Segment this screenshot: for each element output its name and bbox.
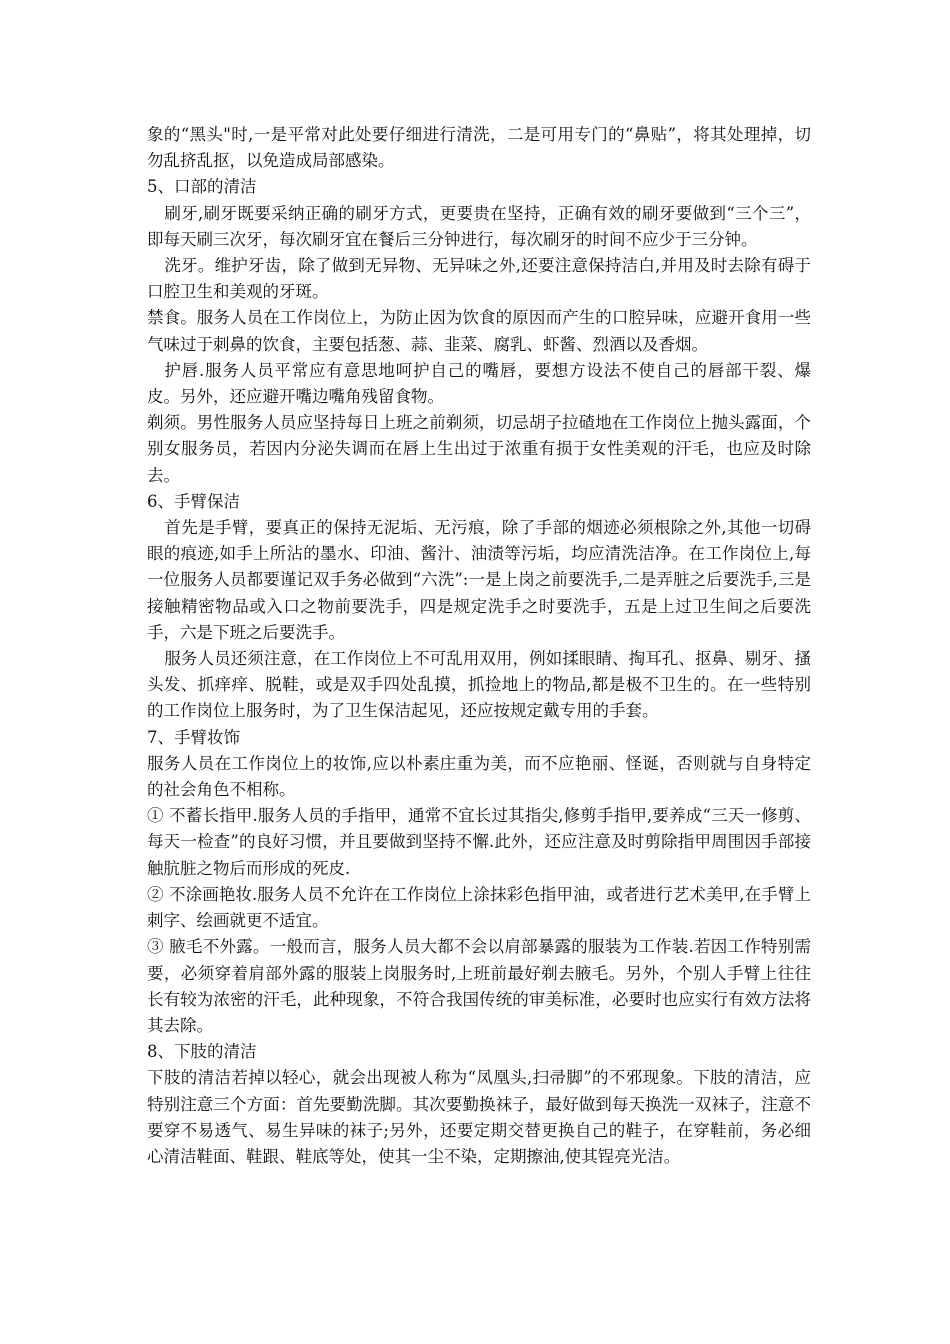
- document-body: [147, 122, 811, 1170]
- paragraph-lower-limb: 下肢的清洁若掉以轻心，就会出现被人称为“凤凰头,扫帚脚”的不邪现象。下肢的清洁，应特别注意三个方面：首先要勤洗脚。其次要勤换袜子，最好做到每天换洗一双袜子，注意不要穿不易透气、易生异味的袜子;另外，还要定期交替更换自己的鞋子，在穿鞋前，务必细心清洁鞋面、鞋跟、鞋底等处，使其一尘不染，定期擦油,使其锃亮光洁。: [147, 1068, 811, 1166]
- heading-mouth-cleaning: 5、口部的清洁: [147, 177, 257, 197]
- paragraph-hand-washing: 首先是手臂，要真正的保持无泥垢、无污痕，除了手部的烟迹必须根除之外,其他一切碍眼的痕迹,如手上所沾的墨水、印油、酱汁、油渍等污垢，均应清洗洁净。在工作岗位上,每一位服务人员都要谨记双手务必做到“六洗”:一是上岗之前要洗手,二是弄脏之后要洗手,三是接触精密物品或入口之物前要洗手，四是规定洗手之时要洗手，五是上过卫生间之后要洗手，六是下班之后要洗手。: [147, 518, 811, 642]
- paragraph-lip-care: 护唇.服务人员平常应有意思地呵护自己的嘴唇，要想方设法不使自己的唇部干裂、爆皮。另外，还应避开嘴边嘴角残留食物。: [147, 360, 811, 407]
- heading-arm-cleaning: 6、手臂保洁: [147, 491, 240, 511]
- heading-lower-limb-cleaning: 8、下肢的清洁: [147, 1042, 257, 1062]
- heading-arm-adornment: 7、手臂妆饰: [147, 727, 240, 747]
- paragraph-hand-habits: 服务人员还须注意，在工作岗位上不可乱用双用，例如揉眼睛、掏耳孔、抠鼻、剔牙、搔头发、抓痒痒、脱鞋，或是双手四处乱摸，抓捡地上的物品,都是极不卫生的。在一些特别的工作岗位上服务时，为了卫生保洁起见，还应按规定戴专用的手套。: [147, 649, 811, 721]
- paragraph-shaving: 剃须。男性服务人员应坚持每日上班之前剃须，切忌胡子拉碴地在工作岗位上抛头露面，个别女服务员，若因内分泌失调而在唇上生出过于浓重有损于女性美观的汗毛，也应及时除去。: [147, 413, 811, 485]
- paragraph-underarm-hair: ③ 腋毛不外露。一般而言，服务人员大都不会以肩部暴露的服装为工作装.若因工作特别需要，必须穿着肩部外露的服装上岗服务时,上班前最好剃去腋毛。另外，个别人手臂上往往长有较为浓密的汗毛，此种现象，不符合我国传统的审美标准，必要时也应实行有效方法将其去除。: [147, 937, 811, 1035]
- paragraph-food-avoidance: 禁食。服务人员在工作岗位上，为防止因为饮食的原因而产生的口腔异味，应避开食用一些气味过于刺鼻的饮食，主要包括葱、蒜、韭菜、腐乳、虾酱、烈酒以及香烟。: [147, 308, 811, 354]
- paragraph-brushing: 刷牙,刷牙既要采纳正确的刷牙方式，更要贵在坚持，正确有效的刷牙要做到“三个三”，即每天刷三次牙，每次刷牙宜在餐后三分钟进行，每次刷牙的时间不应少于三分钟。: [147, 203, 811, 249]
- paragraph-tooth-cleaning: 洗牙。维护牙齿，除了做到无异物、无异味之外,还要注意保持洁白,并用及时去除有碍于口腔卫生和美观的牙斑。: [147, 256, 811, 302]
- paragraph-blackhead-continued: 象的“黑头"时,一是平常对此处要仔细进行清洗，二是可用专门的“鼻贴”，将其处理掉，切勿乱挤乱抠，以免造成局部感染。: [147, 125, 811, 171]
- paragraph-nails: ① 不蓄长指甲.服务人员的手指甲，通常不宜长过其指尖,修剪手指甲,要养成“三天一修剪、每天一检查”的良好习惯，并且要做到坚持不懈.此外，还应注意及时剪除指甲周围因手部接触肮脏之物后而形成的死皮.: [147, 806, 811, 878]
- paragraph-no-nail-polish: ② 不涂画艳妆.服务人员不允许在工作岗位上涂抹彩色指甲油，或者进行艺术美甲,在手臂上刺字、绘画就更不适宜。: [147, 884, 811, 931]
- paragraph-adornment-intro: 服务人员在工作岗位上的妆饰,应以朴素庄重为美，而不应艳丽、怪诞，否则就与自身特定的社会角色不相称。: [147, 753, 811, 800]
